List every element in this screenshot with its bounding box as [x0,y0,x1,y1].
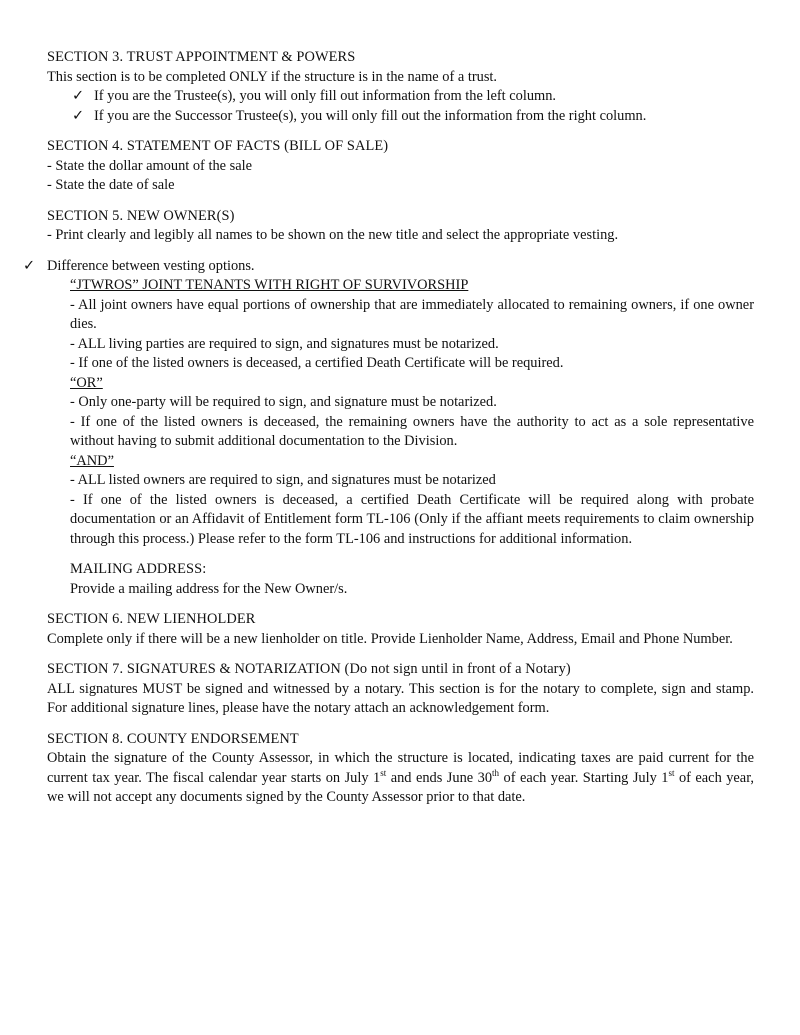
check-mark-icon: ✓ [23,257,36,274]
mailing-line: Provide a mailing address for the New Owner/s. [70,580,348,597]
checklist-item [72,107,754,127]
or-title: “OR” [70,374,103,391]
jtwros-line: - If one of the listed owners is deceased, a certified Death Certificate will be required. [70,355,564,371]
section-4-title: SECTION 4. STATEMENT OF FACTS (BILL OF SALE) [47,138,389,154]
vesting-details [47,276,754,549]
section-8-text-part: of each year, we will not accept any documents signed by the County Assessor prior to that date. [47,769,755,805]
checklist-item [72,87,754,107]
section-7-text: ALL signatures MUST be signed and witnessed by a notary. This section is for the notary to complete, sign and stamp. For additional signature lines, please have the notary attach an acknowledgement form. [47,680,754,716]
vesting-options [23,257,754,550]
jtwros-line: - ALL living parties are required to sign, and signatures must be notarized. [70,335,499,352]
section-3-title: SECTION 3. TRUST APPOINTMENT & POWERS [47,49,356,65]
section-8-title: SECTION 8. COUNTY ENDORSEMENT [47,730,299,747]
section-5-line: - Print clearly and legibly all names to be shown on the new title and select the appropriate vesting. [47,227,619,243]
checklist-item-text: If you are the Trustee(s), you will only fill out information from the left column. [94,88,557,104]
section-3-checklist [47,87,754,126]
section-5 [47,207,754,246]
check-mark-icon: ✓ [72,107,85,124]
and-title: “AND” [70,452,114,469]
vesting-heading: Difference between vesting options. [47,257,255,274]
section-8-text [47,749,754,808]
ordinal-suffix: st [668,767,675,778]
section-7 [47,660,754,719]
section-8 [47,730,754,808]
check-mark-icon: ✓ [72,88,85,104]
jtwros-title: “JTWROS” JOINT TENANTS WITH RIGHT OF SURVIVORSHIP [70,277,469,293]
section-6-text: Complete only if there will be a new lienholder on title. Provide Lienholder Name, Address, Email and Phone Number. [47,630,733,647]
checklist-item-text: If you are the Successor Trustee(s), you will only fill out the information from the right column. [94,107,647,124]
section-8-text-part: and ends June 30 [386,769,493,786]
or-line: - Only one-party will be required to sign, and signature must be notarized. [70,394,497,410]
mailing-address [47,560,754,599]
section-4-line: - State the date of sale [47,177,175,193]
section-5-title: SECTION 5. NEW OWNER(S) [47,207,235,224]
and-line: - ALL listed owners are required to sign, and signatures must be notarized [70,472,496,488]
section-8-text-part: of each year. Starting July 1 [499,769,669,786]
mailing-title: MAILING ADDRESS: [70,561,207,577]
section-4 [47,137,754,196]
and-line: - If one of the listed owners is deceased, a certified Death Certificate will be required along with probate documentation or an Affidavit of Entitlement form TL-106 (Only if the affiant meets requirements to claim ownership through this process.) Please refer to the form TL-106 and instructions for additional information. [70,491,754,547]
ordinal-suffix: th [492,767,500,778]
section-6 [47,610,754,649]
section-3-intro: This section is to be completed ONLY if the structure is in the name of a trust. [47,68,498,85]
section-3 [47,48,754,126]
or-line: - If one of the listed owners is deceased, the remaining owners have the authority to act as a sole representative without having to submit additional documentation to the Division. [70,413,754,449]
jtwros-line: - All joint owners have equal portions of ownership that are immediately allocated to remaining owners, if one owner dies. [70,296,754,332]
section-7-title: SECTION 7. SIGNATURES & NOTARIZATION (Do not sign until in front of a Notary) [47,661,571,677]
section-8-text-part: Obtain the signature of the County Assessor, in which the structure is located, indicating taxes are paid current for the current tax year. The fiscal calendar year starts on July 1 [47,750,754,786]
section-6-title: SECTION 6. NEW LIENHOLDER [47,611,256,627]
ordinal-suffix: st [380,767,387,778]
section-4-line: - State the dollar amount of the sale [47,157,253,174]
